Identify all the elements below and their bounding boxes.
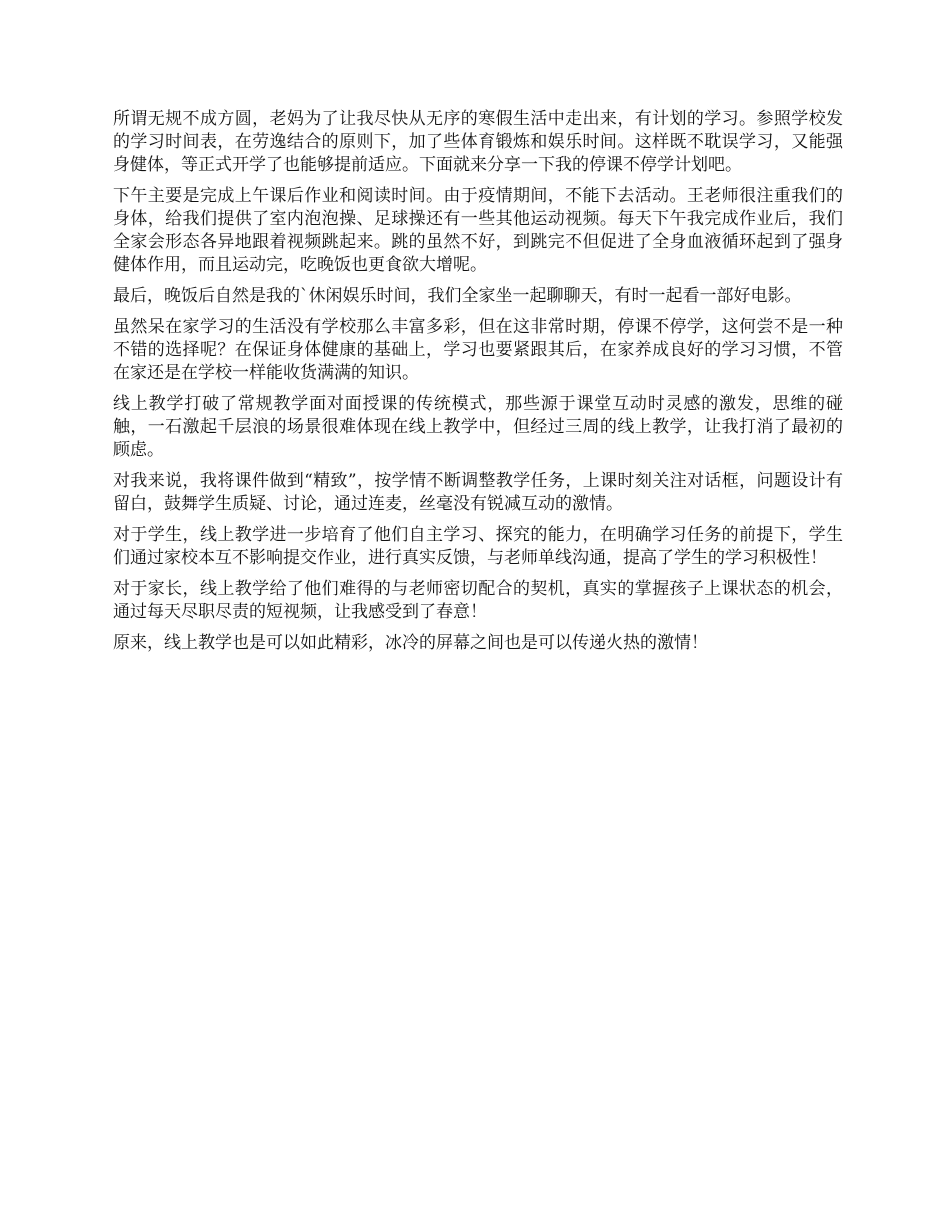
paragraph-3: 最后，晚饭后自然是我的`休闲娱乐时间，我们全家坐一起聊聊天，有时一起看一部好电影。 [113, 286, 802, 306]
paragraph-5: 线上教学打破了常规教学面对面授课的传统模式，那些源于课堂互动时灵感的激发，思维的碰触，一石激起千层浪的场景很难体现在线上教学中，但经过三周的线上教学，让我打消了最初的顾虑。 [113, 394, 843, 460]
paragraph-4: 虽然呆在家学习的生活没有学校那么丰富多彩，但在这非常时期，停课不停学，这何尝不是一种不错的选择呢？在保证身体健康的基础上，学习也要紧跟其后，在家养成良好的学习习惯，不管在家还是在学校一样能收货满满的知识。 [113, 317, 843, 383]
paragraph-8: 对于家长，线上教学给了他们难得的与老师密切配合的契机，真实的掌握孩子上课状态的机会，通过每天尽职尽责的短视频，让我感受到了春意！ [113, 579, 843, 622]
document-body [113, 108, 843, 663]
paragraph-2: 下午主要是完成上午课后作业和阅读时间。由于疫情期间，不能下去活动。王老师很注重我们的身体，给我们提供了室内泡泡操、足球操还有一些其他运动视频。每天下午我完成作业后，我们全家会形态各异地跟着视频跳起来。跳的虽然不好，到跳完不但促进了全身血液循环起到了强身健体作用，而且运动完，吃晚饭也更食欲大增呢。 [113, 186, 843, 275]
paragraph-9: 原来，线上教学也是可以如此精彩，冰冷的屏幕之间也是可以传递火热的激情！ [113, 633, 708, 653]
paragraph-6: 对我来说，我将课件做到“精致”，按学情不断调整教学任务，上课时刻关注对话框，问题设计有留白，鼓舞学生质疑、讨论，通过连麦，丝毫没有锐减互动的激情。 [113, 471, 843, 514]
paragraph-7: 对于学生，线上教学进一步培育了他们自主学习、探究的能力，在明确学习任务的前提下，学生们通过家校本互不影响提交作业，进行真实反馈，与老师单线沟通，提高了学生的学习积极性！ [113, 525, 843, 568]
paragraph-1: 所谓无规不成方圆，老妈为了让我尽快从无序的寒假生活中走出来，有计划的学习。参照学校发的学习时间表，在劳逸结合的原则下，加了些体育锻炼和娱乐时间。这样既不耽误学习，又能强身健体，等正式开学了也能够提前适应。下面就来分享一下我的停课不停学计划吧。 [113, 109, 843, 175]
